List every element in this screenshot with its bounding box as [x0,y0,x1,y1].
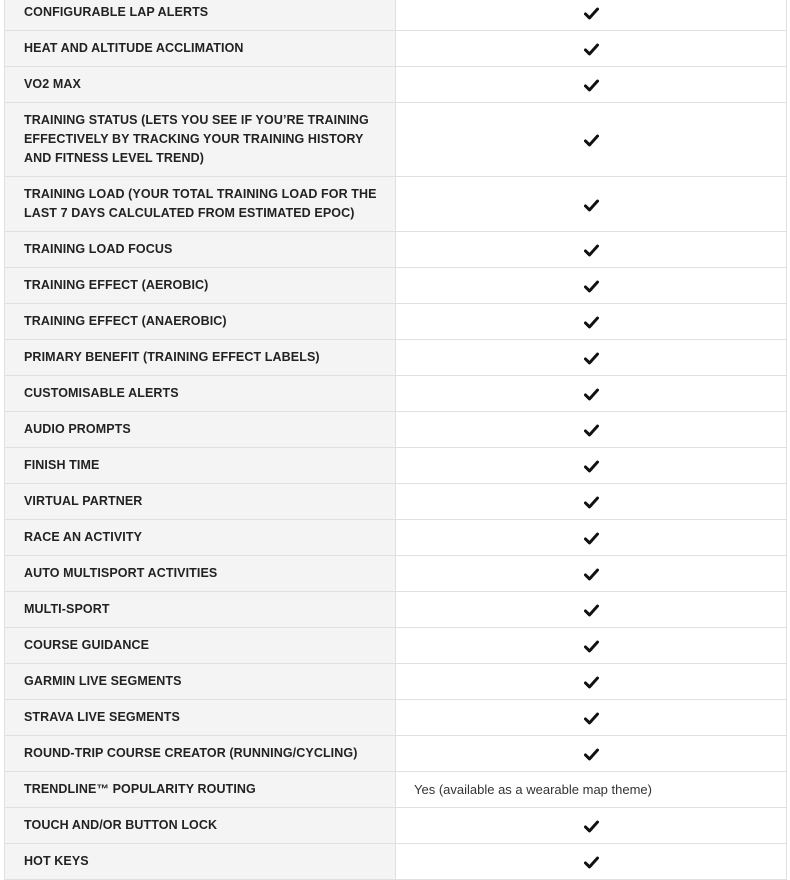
feature-value [396,592,787,628]
table-body [5,0,787,880]
table-row [5,772,787,808]
table-row [5,556,787,592]
feature-name: CUSTOMISABLE ALERTS [5,376,396,412]
table-row [5,520,787,556]
check-mark-icon [584,496,599,509]
table-row [5,448,787,484]
feature-value [396,448,787,484]
feature-name: GARMIN LIVE SEGMENTS [5,664,396,700]
feature-value [396,0,787,31]
feature-value [396,177,787,232]
feature-value [396,268,787,304]
check-mark-icon [584,712,599,725]
feature-name: AUDIO PROMPTS [5,412,396,448]
check-mark-icon [584,820,599,833]
table-row [5,304,787,340]
feature-name: HOT KEYS [5,844,396,880]
feature-name: TRAINING EFFECT (AEROBIC) [5,268,396,304]
check-mark-icon [584,43,599,56]
table-row [5,67,787,103]
feature-value [396,484,787,520]
check-mark-icon [584,604,599,617]
table-row [5,700,787,736]
table-row [5,736,787,772]
table-row [5,268,787,304]
feature-value [396,736,787,772]
table-row [5,628,787,664]
feature-value [396,700,787,736]
check-mark-icon [584,388,599,401]
feature-name: TOUCH AND/OR BUTTON LOCK [5,808,396,844]
feature-value-text: Yes (available as a wearable map theme) [396,772,787,808]
feature-value [396,304,787,340]
check-mark-icon [584,856,599,869]
feature-comparison-table [4,0,787,880]
feature-name: HEAT AND ALTITUDE ACCLIMATION [5,31,396,67]
feature-name: TRAINING STATUS (LETS YOU SEE IF YOU’RE TRAINING EFFECTIVELY BY TRACKING YOUR TRAINING HISTORY AND FITNESS LEVEL TREND) [5,103,396,177]
feature-value [396,556,787,592]
feature-value [396,340,787,376]
feature-value [396,520,787,556]
feature-value [396,412,787,448]
feature-name: MULTI-SPORT [5,592,396,628]
check-mark-icon [584,676,599,689]
check-mark-icon [584,199,599,212]
table-row [5,844,787,880]
check-mark-icon [584,280,599,293]
feature-value [396,664,787,700]
check-mark-icon [584,460,599,473]
table-row [5,376,787,412]
feature-name: TRAINING LOAD FOCUS [5,232,396,268]
feature-value [396,67,787,103]
check-mark-icon [584,79,599,92]
feature-value [396,103,787,177]
feature-name: AUTO MULTISPORT ACTIVITIES [5,556,396,592]
table-row [5,177,787,232]
table-row [5,232,787,268]
check-mark-icon [584,7,599,20]
table-row [5,0,787,31]
feature-name: RACE AN ACTIVITY [5,520,396,556]
feature-name: VIRTUAL PARTNER [5,484,396,520]
feature-value [396,376,787,412]
check-mark-icon [584,748,599,761]
feature-name: PRIMARY BENEFIT (TRAINING EFFECT LABELS) [5,340,396,376]
feature-name: TRAINING LOAD (YOUR TOTAL TRAINING LOAD FOR THE LAST 7 DAYS CALCULATED FROM ESTIMATED EPOC) [5,177,396,232]
check-mark-icon [584,352,599,365]
feature-name: TRAINING EFFECT (ANAEROBIC) [5,304,396,340]
feature-value [396,31,787,67]
table-row [5,664,787,700]
feature-name: VO2 MAX [5,67,396,103]
check-mark-icon [584,316,599,329]
feature-name: CONFIGURABLE LAP ALERTS [5,0,396,31]
feature-value [396,844,787,880]
table-row [5,808,787,844]
feature-name: ROUND-TRIP COURSE CREATOR (RUNNING/CYCLING) [5,736,396,772]
feature-value [396,808,787,844]
feature-name: STRAVA LIVE SEGMENTS [5,700,396,736]
feature-name: TRENDLINE™ POPULARITY ROUTING [5,772,396,808]
table-row [5,484,787,520]
feature-name: COURSE GUIDANCE [5,628,396,664]
feature-name: FINISH TIME [5,448,396,484]
table-row [5,31,787,67]
check-mark-icon [584,532,599,545]
table-row [5,412,787,448]
check-mark-icon [584,244,599,257]
table-row [5,592,787,628]
check-mark-icon [584,568,599,581]
table-row [5,340,787,376]
check-mark-icon [584,134,599,147]
table-row [5,103,787,177]
check-mark-icon [584,424,599,437]
check-mark-icon [584,640,599,653]
feature-value [396,232,787,268]
feature-value [396,628,787,664]
